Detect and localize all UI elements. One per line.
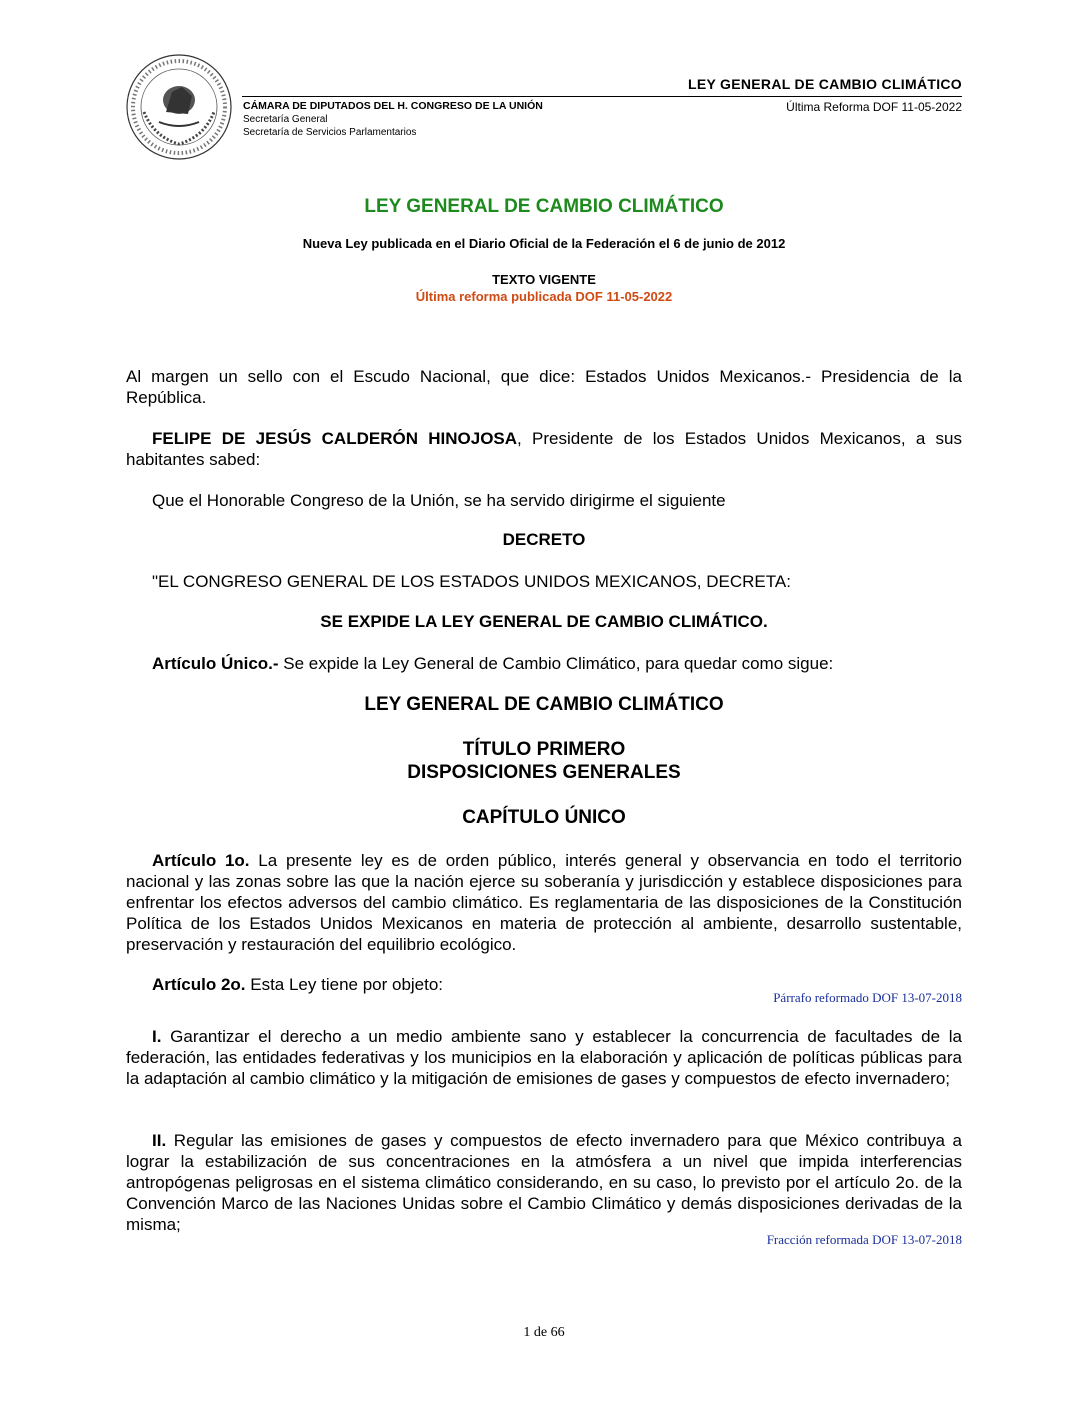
last-reform-line: Última reforma publicada DOF 11-05-2022 bbox=[415, 289, 673, 304]
header-institution bbox=[243, 100, 543, 139]
article-unico-text: Se expide la Ley General de Cambio Climático, para quedar como sigue: bbox=[278, 654, 834, 673]
header-secretariat: Secretaría General bbox=[243, 114, 328, 125]
capitulo-heading: CAPÍTULO ÚNICO bbox=[462, 807, 626, 828]
fraction-ii bbox=[126, 1130, 962, 1235]
paragraph-decreta: "EL CONGRESO GENERAL DE LOS ESTADOS UNIDOS MEXICANOS, DECRETA: bbox=[152, 572, 791, 591]
president-name: FELIPE DE JESÚS CALDERÓN HINOJOSA bbox=[152, 429, 518, 448]
header-law-title: LEY GENERAL DE CAMBIO CLIMÁTICO bbox=[687, 76, 962, 92]
national-seal-icon bbox=[124, 52, 234, 162]
paragraph-seal: Al margen un sello con el Escudo Nacional, que dice: Estados Unidos Mexicanos.- Presidencia de la República. bbox=[126, 367, 962, 407]
fraction-i-text: Garantizar el derecho a un medio ambiente sano y establecer la concurrencia de facultades de la federación, las entidades federativas y los municipios en la elaboración y aplicación de políticas públicas para la adaptación al cambio climático y la mitigación de emisiones de gases y compuestos de efecto invernadero; bbox=[126, 1027, 962, 1088]
article-1-text: La presente ley es de orden público, interés general y observancia en todo el territorio nacional y las zonas sobre las que la nación ejerce su soberanía y jurisdicción y establece disposiciones para enfrentar los efectos adversos del cambio climático. Es reglamentaria de las disposiciones de la Constitución Política de los Estados Unidos Mexicanos en materia de protección al ambiente, desarrollo sustentable, preservación y restauración del equilibrio ecológico. bbox=[126, 851, 963, 954]
article-2-label: Artículo 2o. bbox=[152, 975, 246, 994]
reform-note-paragraph: Párrafo reformado DOF 13-07-2018 bbox=[773, 990, 962, 1005]
paragraph-congress: Que el Honorable Congreso de la Unión, se ha servido dirigirme el siguiente bbox=[152, 491, 726, 510]
document-title: LEY GENERAL DE CAMBIO CLIMÁTICO bbox=[364, 196, 724, 217]
header-rule bbox=[242, 96, 962, 97]
fraction-ii-label: II. bbox=[152, 1131, 167, 1150]
expide-heading: SE EXPIDE LA LEY GENERAL DE CAMBIO CLIMÁTICO. bbox=[320, 612, 768, 631]
disposiciones-heading: DISPOSICIONES GENERALES bbox=[407, 762, 681, 783]
article-1-label: Artículo 1o. bbox=[152, 851, 250, 870]
header-last-reform: Última Reforma DOF 11-05-2022 bbox=[786, 100, 962, 114]
fraction-i bbox=[126, 1026, 962, 1089]
paragraph-president bbox=[126, 428, 962, 470]
article-unico bbox=[126, 653, 962, 674]
article-1 bbox=[126, 850, 962, 955]
law-heading: LEY GENERAL DE CAMBIO CLIMÁTICO bbox=[364, 694, 724, 715]
header-services: Secretaría de Servicios Parlamentarios bbox=[243, 127, 417, 138]
reform-note-fraction: Fracción reformada DOF 13-07-2018 bbox=[766, 1232, 962, 1247]
publication-line: Nueva Ley publicada en el Diario Oficial de la Federación el 6 de junio de 2012 bbox=[302, 236, 786, 251]
page-number: 1 de 66 bbox=[523, 1325, 565, 1340]
header-chamber: CÁMARA DE DIPUTADOS DEL H. CONGRESO DE LA UNIÓN bbox=[243, 100, 543, 112]
titulo-heading: TÍTULO PRIMERO bbox=[462, 739, 626, 760]
article-unico-label: Artículo Único.- bbox=[152, 654, 279, 673]
article-2-text: Esta Ley tiene por objeto: bbox=[245, 975, 444, 994]
paragraph-president-rest: , Presidente de los Estados Unidos Mexicanos, a sus habitantes sabed: bbox=[126, 429, 963, 469]
decreto-heading: DECRETO bbox=[502, 530, 586, 549]
fraction-i-label: I. bbox=[152, 1027, 162, 1046]
fraction-ii-text: Regular las emisiones de gases y compuestos de efecto invernadero para que México contribuya a lograr la estabilización de sus concentraciones en la atmósfera a un nivel que impida interferencias antropógenas peligrosas en el sistema climático considerando, en su caso, lo previsto por el artículo 2o. de la Convención Marco de las Naciones Unidas sobre el Cambio Climático y demás disposiciones derivadas de la misma; bbox=[126, 1131, 962, 1234]
status-line: TEXTO VIGENTE bbox=[492, 272, 596, 287]
